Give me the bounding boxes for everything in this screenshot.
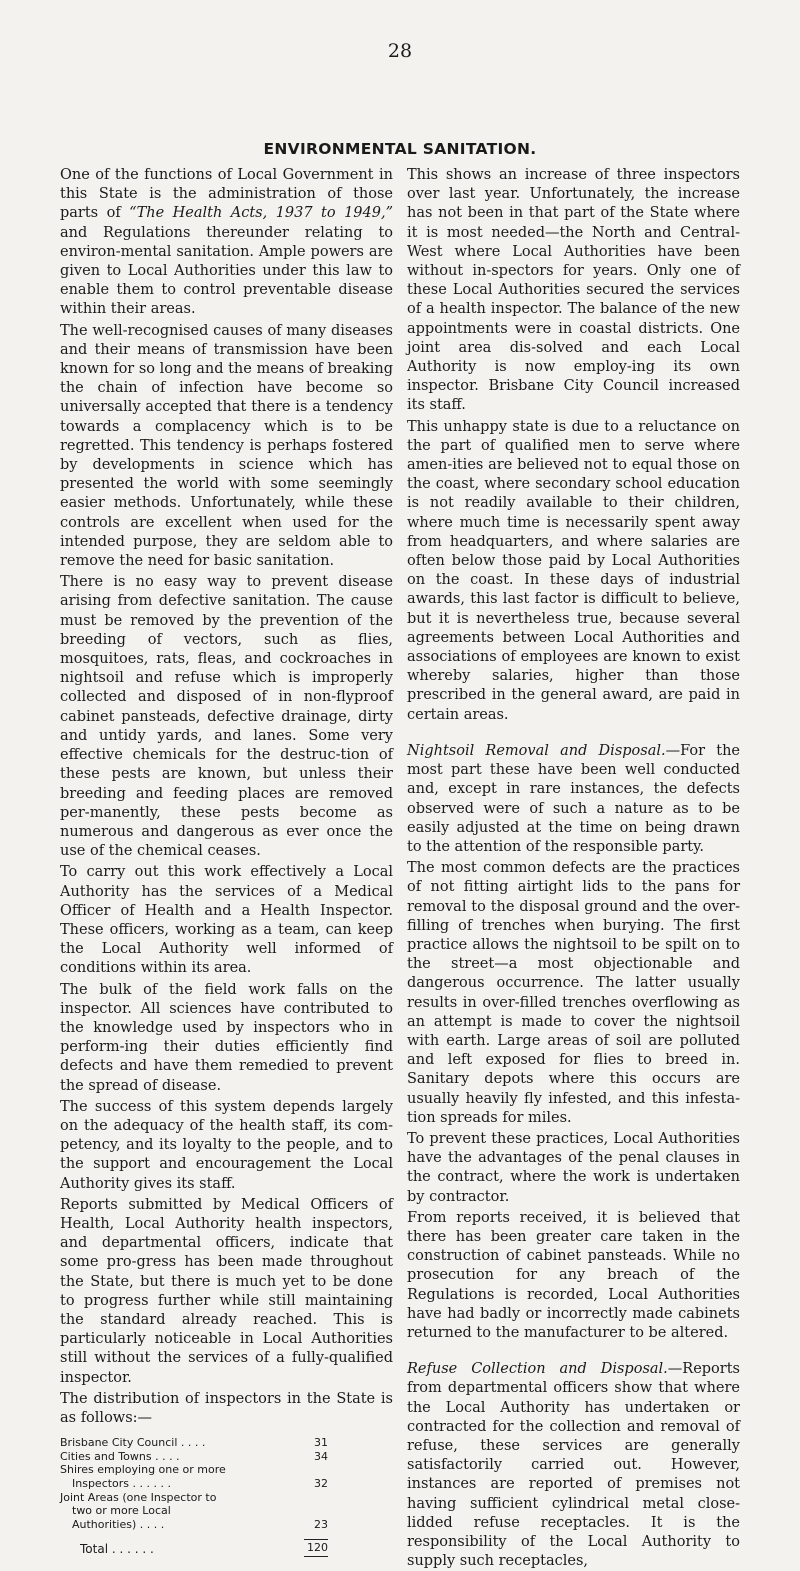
- table-value: 31: [314, 1436, 328, 1450]
- table-row: Joint Areas (one Inspector to two or more Local Authorities) . . . . 23: [60, 1490, 328, 1531]
- table-value: 23: [314, 1517, 328, 1531]
- paragraph: The success of this system depends largely on the adequacy of the health staff, its com-petency, and its loyalty to the people, and to the support and encouragement the Local Authority gives its staff.: [60, 1098, 393, 1192]
- table-row: Cities and Towns . . . . 34: [60, 1449, 328, 1463]
- paragraph: From reports received, it is believed that there has been greater care taken in the construction of cabinet pansteads. While no prosecution for any breach of the Regulations is recorded, Local Authorities have had badly or incorrectly made cabinets returned to the manufacturer to be altered.: [407, 1209, 740, 1341]
- table-value: 32: [314, 1476, 328, 1490]
- subheading-refuse: Refuse Collection and Disposal.: [407, 1361, 668, 1378]
- subheading-nightsoil: Nightsoil Removal and Disposal.: [407, 742, 666, 759]
- table-row: Brisbane City Council . . . . 31: [60, 1436, 328, 1450]
- right-column: [407, 166, 740, 1571]
- section-heading: ENVIRONMENTAL SANITATION.: [263, 140, 537, 158]
- paragraph: Refuse Collection and Disposal.—Reports from departmental officers show that where the Local Authority has undertaken or contracted for the collection and removal of refuse, these services are generally satisfactorily carried out. However, instances are reported of premises not having sufficient cylindrical metal close-lidded refuse receptacles. It is the responsibility of the Local Authority to supply such receptacles,: [407, 1361, 740, 1570]
- page-number: 28: [387, 40, 413, 62]
- paragraph: The bulk of the field work falls on the inspector. All sciences have contributed to the knowledge used by inspectors who in perform-ing their duties efficiently find defects and have them remedied to prevent the spread of disease.: [60, 981, 393, 1094]
- paragraph: To prevent these practices, Local Authorities have the advantages of the penal clauses in the contract, where the work is undertaken by contractor.: [407, 1130, 740, 1205]
- paragraph: The most common defects are the practices of not fitting airtight lids to the pans for removal to the disposal ground and the over-filling of trenches when burying. The first practice allows the nightsoil to be spilt on to the street—a most objectionable and dangerous occurrence. The latter usually results in over-filled trenches overflowing as an attempt is made to cover the nightsoil with earth. Large areas of soil are polluted and left exposed for flies to breed in. Sanitary depots where this occurs are usually heavily fly infested, and this infesta-tion spreads for miles.: [407, 860, 740, 1126]
- table-row: Shires employing one or more Inspectors . . . . . . 32: [60, 1463, 328, 1490]
- total-value: 120: [304, 1539, 328, 1557]
- total-label: Total . . . . . .: [80, 1542, 154, 1557]
- paragraph: There is no easy way to prevent disease arising from defective sanitation. The cause must be removed by the prevention of the breeding of vectors, such as flies, mosquitoes, rats, fleas, and cockroaches in nightsoil and refuse which is improperly collected and disposed of in non-flyproof cabinet pansteads, defective drainage, dirty and untidy yards, and lanes. Some very effective chemicals for the destruc-tion of these pests are known, but unless their breeding and feeding places are removed per-manently, these pests become as numerous and dangerous as ever once the use of the chemical ceases.: [60, 574, 393, 860]
- left-column: [60, 166, 393, 1557]
- paragraph: One of the functions of Local Government in this State is the administration of those parts of “The Health Acts, 1937 to 1949,” and Regulations thereunder relating to environ-mental sanitation. Ample powers are given to Local Authorities under this law to enable them to control preventable disease within their areas.: [60, 167, 393, 318]
- paragraph: To carry out this work effectively a Local Authority has the services of a Medical Officer of Health and a Health Inspector. These officers, working as a team, can keep the Local Authority well informed of conditions within its area.: [60, 864, 393, 977]
- table-value: 34: [314, 1449, 328, 1463]
- paragraph: This shows an increase of three inspectors over last year. Unfortunately, the increase has not been in that part of the State where it is most needed—the North and Central-West where Local Authorities have been without in-spectors for years. Only one of these Local Authorities secured the services of a health inspector. The balance of the new appointments were in coastal districts. One joint area dis-solved and each Local Authority is now employ-ing its own inspector. Brisbane City Council increased its staff.: [407, 167, 740, 414]
- paragraph: Nightsoil Removal and Disposal.—For the most part these have been well conducted and, except in rare instances, the defects observed were of such a nature as to be easily adjusted at the time on being drawn to the attention of the responsible party.: [407, 742, 740, 855]
- act-title: “The Health Acts, 1937 to 1949,”: [129, 205, 393, 222]
- table-total-row: [60, 1531, 328, 1557]
- paragraph: Reports submitted by Medical Officers of Health, Local Authority health inspectors, and departmental officers, indicate that some pro-gress has been made throughout the State, but there is much yet to be done to progress further while still maintaining the standard already reached. This is particularly noticeable in Local Authorities still without the services of a fully-qualified inspector.: [60, 1196, 393, 1386]
- paragraph: The distribution of inspectors in the State is as follows:—: [60, 1390, 393, 1426]
- paragraph: The well-recognised causes of many diseases and their means of transmission have been known for so long and the means of breaking the chain of infection have become so universally accepted that there is a tendency towards a complacency which is to be regretted. This tendency is perhaps fostered by developments in science which has presented the world with some seemingly easier methods. Unfortunately, while these controls are excellent when used for the intended purpose, they are seldom able to remove the need for basic sanitation.: [60, 322, 394, 570]
- paragraph: This unhappy state is due to a reluctance on the part of qualified men to serve where amen-ities are believed not to equal those on the coast, where secondary school education is not readily available to their children, where much time is necessarily spent away from headquarters, and where salaries are often below those paid by Local Authorities on the coast. In these days of industrial awards, this last factor is difficult to believe, but it is nevertheless true, because several agreements between Local Authorities and associations of employees are known to exist whereby salaries, higher than those prescribed in the general award, are paid in certain areas.: [407, 418, 740, 723]
- inspector-distribution-table: [60, 1436, 328, 1557]
